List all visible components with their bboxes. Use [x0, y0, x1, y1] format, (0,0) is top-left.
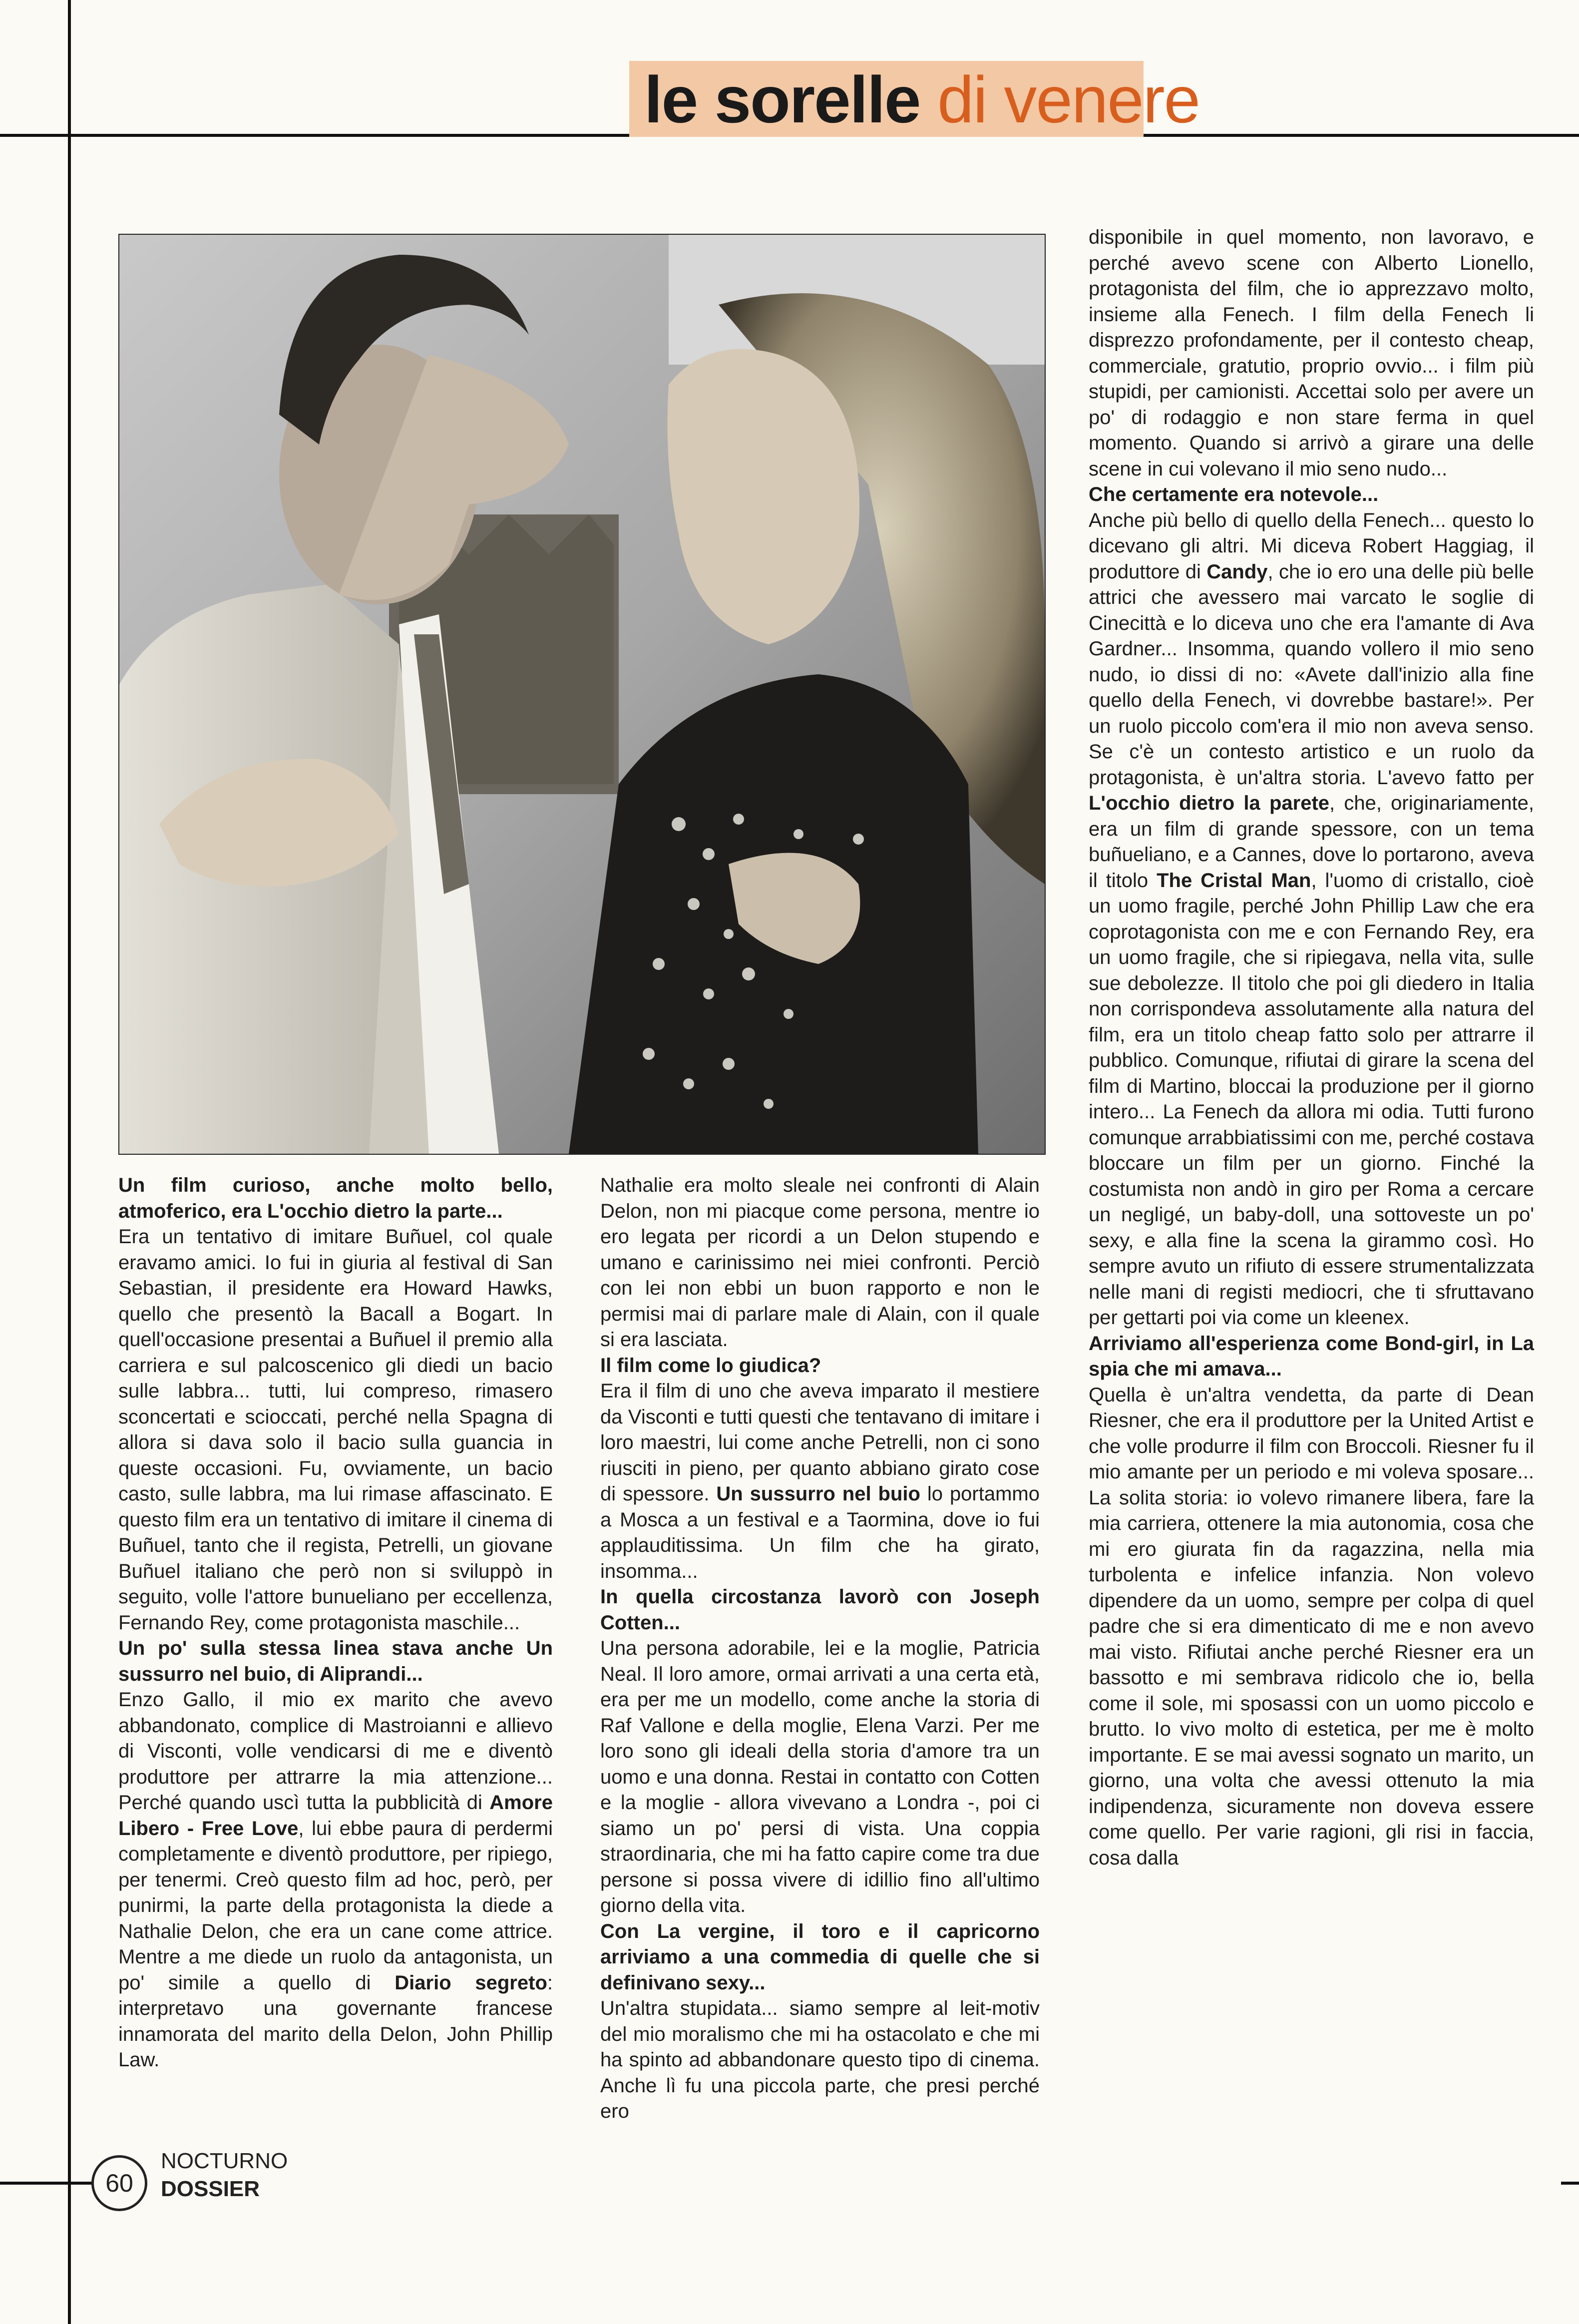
interview-question: Un po' sulla stessa linea stava anche Un sussurro nel buio, di Aliprandi... [118, 1637, 553, 1685]
film-title: Candy [1206, 560, 1268, 583]
interview-answer: Era il film di uno che aveva imparato il mestiere da Visconti e tutti questi che tentavano di imitare i loro maestri, lui come anche Petrelli, non ci sono riusciti in pieno, per quanto abbiano girato cose di spessore. Un sussurro nel buio lo portammo a Mosca a un festival e a Taormina, dove io fui applauditissima. Un film che ha girato, insomma... [600, 1380, 1040, 1582]
interview-answer: Anche più bello di quello della Fenech... questo lo dicevano gli altri. Mi diceva Robert Haggiag, il produttore di Candy, che io ero una delle più belle attrici che avessero mai varcato le soglie di Cinecittà e lo diceva uno che era l'amante di Ava Gardner... Insomma, quando vollero il mio seno nudo, io dissi di no: «Avete dall'inizio alla fine quello della Fenech, vi dovrebbe bastare!». Per un ruolo piccolo com'era il mio non aveva senso. Se c'è un contesto artistico e un ruolo da protagonista, è un'altra storia. L'avevo fatto per L'occhio dietro la parete, che, originariamente, era un film di grande spessore, con un tema buñueliano, e a Cannes, dove lo portarono, aveva il titolo The Cristal Man, l'uomo di cristallo, cioè un uomo fragile, perché John Phillip Law che era coprotagonista con me e con Fernando Rey, era un uomo fragile, che si ripiegava, nella vita, sulle sue debolezze. Il titolo che poi gli diedero in Italia non corrispondeva assolutamente alla natura del film, era un titolo cheap fatto solo per attrarre il pubblico. Comunque, rifiutai di girare la scena del film di Martino, bloccai la produzione per il giorno intero... La Fenech da allora mi odia. Tutti furono comunque arrabbiatissimi con me, perché costava bloccare un film per un giorno. Finché la costumista non andò in giro per Roma a cercare un negligé, un baby-doll, una sottoveste un po' sexy, e alla fine la scena la girammo così. Ho sempre avuto un rifiuto di essere strumentalizzata nelle mani di registi mediocri, che ti sfruttavano per gettarti poi via come un kleenex. [1089, 509, 1535, 1329]
film-title: Diario segreto [395, 1971, 547, 1994]
interview-answer: Una persona adorabile, lei e la moglie, Patricia Neal. Il loro amore, ormai arrivati a una certa età, era per me un modello, come anche la storia di Raf Vallone e della moglie, Elena Varzi. Per me loro sono gli ideali della storia d'amore tra un uomo e una donna. Restai in contatto con Cotten e la moglie - allora vivevano a Londra -, poi ci siamo un po' persi di vista. Una coppia straordinaria, che mi ha fatto capire come tra due persone si possa vivere di idillio fino all'ultimo giorno della vita. [600, 1637, 1040, 1916]
interview-question: Arriviamo all'esperienza come Bond-girl, in La spia che mi amava... [1089, 1332, 1534, 1380]
text-column-1 [118, 1173, 553, 2073]
section-title-part2: di venere [937, 63, 1200, 136]
footer-rule [0, 2182, 95, 2185]
section-name: DOSSIER [161, 2177, 260, 2201]
interview-question: Il film come lo giudica? [600, 1354, 821, 1377]
interview-question: In quella circostanza lavorò con Joseph Cotten... [600, 1586, 1040, 1634]
interview-question: Che certamente era notevole... [1089, 483, 1379, 505]
section-title-part1: le sorelle [644, 63, 920, 136]
interview-answer: Un'altra stupidata... siamo sempre al leit-motiv del mio moralismo che mi ha ostacolato e che mi ha spinto ad abbandonare questo tipo di cinema. Anche lì fu una piccola parte, che presi perché ero [600, 1997, 1040, 2122]
interview-answer: disponibile in quel momento, non lavoravo, e perché avevo scene con Alberto Lionello, protagonista del film, che io apprezzavo molto, insieme alla Fenech. I film della Fenech li disprezzo profondamente, per il contesto cheap, commerciale, gratutio, proprio ovvio... i film più stupidi, per camionisti. Accettai solo per avere un po' di rodaggio e non stare ferma in quel momento. Quando si arrivò a girare una delle scene in cui volevano il mio seno nudo... [1089, 226, 1534, 480]
page-number: 60 [91, 2155, 147, 2211]
footer-rule-right [1561, 2182, 1579, 2185]
film-title: Un sussurro nel buio [716, 1483, 920, 1505]
section-title [644, 60, 1199, 140]
film-title: The Cristal Man [1157, 869, 1311, 892]
film-still-photo [118, 234, 1046, 1155]
text-column-2 [600, 1173, 1040, 2125]
interview-answer: Enzo Gallo, il mio ex marito che avevo abbandonato, complice di Mastroianni e allievo di Visconti, volle vendicarsi di me e diventò produttore per attrarre la mia attenzione... Perché quando uscì tutta la pubblicità di Amore Libero - Free Love, lui ebbe paura di perdermi completamente e diventò produttore, per ripiego, per tenermi. Creò questo film ad hoc, però, per punirmi, la parte della protagonista la diede a Nathalie Delon, che era un cane come attrice. Mentre a me diede un ruolo da antagonista, un po' simile a quello di Diario segreto: interpretavo una governante francese innamorata del marito della Delon, John Phillip Law. [118, 1689, 553, 2071]
interview-answer: Era un tentativo di imitare Buñuel, col quale eravamo amici. Io fui in giuria al festival di San Sebastian, il presidente era Howard Hawks, quello che presentò la Bacall a Bogart. In quell'occasione presentai a Buñuel il premio alla carriera e sul palcoscenico gli diedi un bacio sulle labbra... tutti, lui compreso, rimasero sconcertati e scioccati, perché nella Spagna di allora si dava solo il bacio sulla guancia in queste occasioni. Fu, ovviamente, un bacio casto, sulle labbra, ma lui rimase affascinato. E questo film era un tentativo di imitare il cinema di Buñuel, tanto che il regista, Petrelli, un giovane Buñuel italiano che però non si sviluppò in seguito, volle l'attore bunueliano per eccellenza, Fernando Rey, come protagonista maschile... [118, 1226, 553, 1634]
interview-question: Con La vergine, il toro e il capricorno arriviamo a una commedia di quelle che si definivano sexy... [600, 1920, 1040, 1994]
magazine-name: NOCTURNO [161, 2149, 288, 2173]
interview-answer: Nathalie era molto sleale nei confronti di Alain Delon, non mi piacque come persona, mentre io ero legata per ricordi a un Delon stupendo e umano e carinissimo nei miei confronti. Perciò con lei non ebbi un buon rapporto e non le permisi mai di parlare male di Alain, con il quale si era lasciata. [600, 1174, 1040, 1351]
text-column-3 [1089, 225, 1534, 1871]
film-title: Amore Libero - Free Love [118, 1792, 553, 1840]
film-title: L'occhio dietro la parete [1089, 792, 1330, 814]
interview-question: Un film curioso, anche molto bello, atmoferico, era L'occhio dietro la parte... [118, 1174, 553, 1222]
left-margin-rule [68, 0, 71, 2324]
interview-answer: Quella è un'altra vendetta, da parte di Dean Riesner, che era il produttore per la United Artist e che volle produrre il film con Broccoli. Riesner fu il mio amante per un periodo e mi voleva sposare... La solita storia: io volevo rimanere libera, fare la mia carriera, ottenere la mia autonomia, cosa che mi ero giurata fin da ragazzina, nella mia turbolenta e infelice infanzia. Non volevo dipendere da un uomo, sempre per colpa di quel padre che si era dimenticato di me e non avevo mai visto. Rifiutai anche perché Riesner era un bassotto e mi sembrava ridicolo che io, bella come il sole, mi sposassi con un uomo piccolo e brutto. Io vivo molto di estetica, per me è molto importante. E se mai avessi sognato un marito, un giorno, una volta che avessi ottenuto la mia indipendenza, sicuramente non doveva essere come quello. Per varie ragioni, gli risi in faccia, cosa dalla [1089, 1384, 1534, 1869]
